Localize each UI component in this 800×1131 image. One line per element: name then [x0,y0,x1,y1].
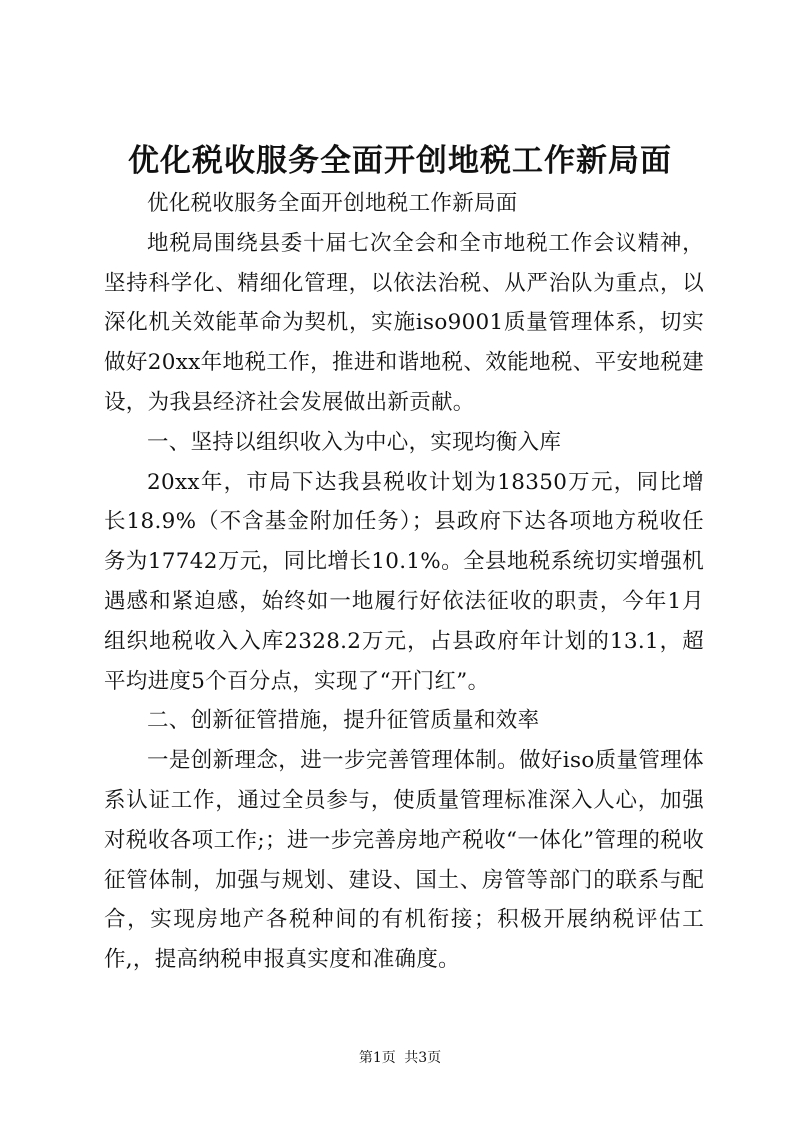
document-title: 优化税收服务全面开创地税工作新局面 [128,143,672,179]
intro-paragraph: 地税局围绕县委十届七次全会和全市地税工作会议精神，坚持科学化、精细化管理，以依法治税、从严治队为重点，以深化机关效能革命为契机，实施iso9001质量管理体系，切实做好20xx年地税工作，推进和谐地税、效能地税、平安地税建设，为我县经济社会发展做出新贡献。 [104,230,704,415]
page-number: 第1页 [358,1050,396,1066]
section-heading-2: 二、创新征管措施，提升征管质量和效率 [147,708,540,734]
page-footer [0,1048,800,1068]
section-2-paragraph: 一是创新理念，进一步完善管理体制。做好iso质量管理体系认证工作，通过全员参与，使质量管理标准深入人心，加强对税收各项工作;；进一步完善房地产税收“一体化”管理的税收征管体制，加强与规划、建设、国土、房管等部门的联系与配合，实现房地产各税种间的有机衔接；积极开展纳税评估工作,，提高纳税申报真实度和准确度。 [104,748,704,973]
document-body [104,184,704,980]
subtitle-paragraph: 优化税收服务全面开创地税工作新局面 [147,191,518,216]
section-heading-1: 一、坚持以组织收入为中心，实现均衡入库 [147,429,562,455]
page-total: 共3页 [404,1050,442,1066]
section-1-paragraph: 20xx年，市局下达我县税收计划为18350万元，同比增长18.9%（不含基金附加任务）；县政府下达各项地方税收任务为17742万元，同比增长10.1%。全县地税系统切实增强机遇感和紧迫感，始终如一地履行好依法征收的职责，今年1月组织地税收入入库2328.2万元，占县政府年计划的13.1，超平均进度5个百分点，实现了“开门红”。 [104,469,704,694]
